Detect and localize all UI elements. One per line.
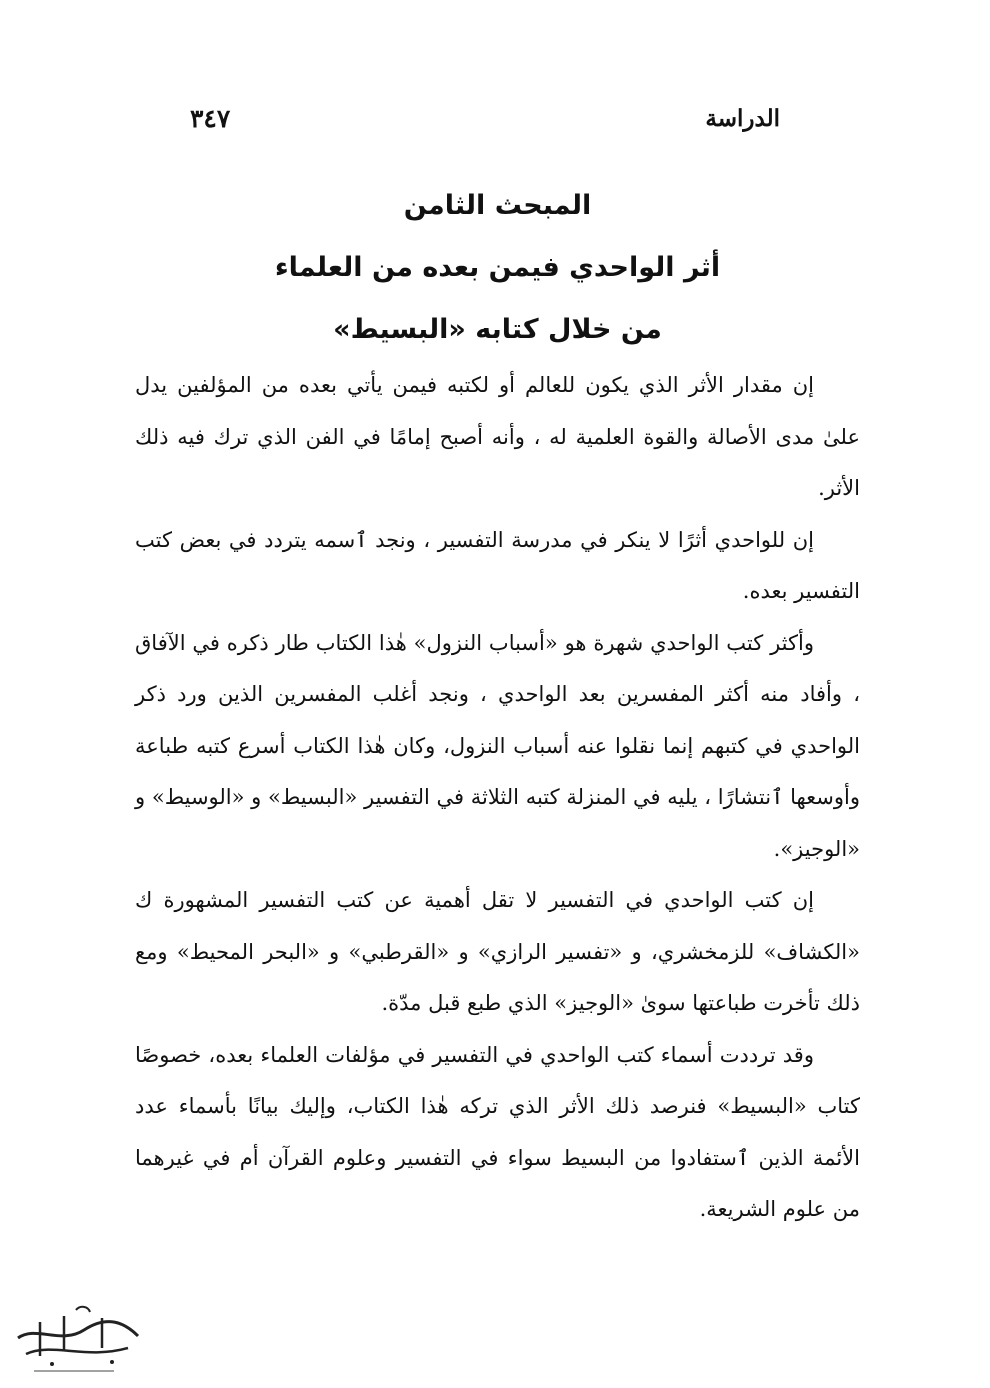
chapter-heading: المبحث الثامن <box>403 190 592 221</box>
paragraph: إن مقدار الأثر الذي يكون للعالم أو لكتبه فيمن يأتي بعده من المؤلفين يدل علىٰ مدى الأصالة والقوة العلمية له ، وأنه أصبح إمامًا في الفن الذي ترك فيه ذلك الأثر. <box>135 373 860 500</box>
paragraph: وأكثر كتب الواحدي شهرة هو «أسباب النزول» هٰذا الكتاب طار ذكره في الآفاق ، وأفاد منه أكثر المفسرين بعد الواحدي ، ونجد أغلب المفسرين الذين ورد ذكر الواحدي في كتبهم إنما نقلوا عنه أسباب النزول، وكان هٰذا الكتاب أسرع كتبه طباعة وأوسعها ٱنتشارًا ، يليه في المنزلة كتبه الثلاثة في التفسير «البسيط» و «الوسيط» و «الوجيز». <box>135 630 860 861</box>
page-number: ٣٤٧ <box>190 103 231 133</box>
chapter-headings <box>135 175 860 361</box>
chapter-subtitle: من خلال كتابه «البسيط» <box>333 314 662 345</box>
body-text <box>135 360 860 1236</box>
running-header-section: الدراسة <box>705 104 780 132</box>
calligraphy-watermark-logo <box>6 1300 146 1380</box>
paragraph: وقد ترددت أسماء كتب الواحدي في التفسير في مؤلفات العلماء بعده، خصوصًا كتاب «البسيط» فنرصد ذلك الأثر الذي تركه هٰذا الكتاب، وإليك بيانًا بأسماء عدد الأئمة الذين ٱستفادوا من البسيط سواء في التفسير وعلوم القرآن أم في غيرهما من علوم الشريعة. <box>135 1042 860 1221</box>
paragraph: إن للواحدي أثرًا لا ينكر في مدرسة التفسير ، ونجد ٱسمه يتردد في بعض كتب التفسير بعده. <box>135 527 860 603</box>
page-header <box>190 98 780 138</box>
paragraph: إن كتب الواحدي في التفسير لا تقل أهمية عن كتب التفسير المشهورة ك «الكشاف» للزمخشري، و «تفسير الرازي» و «القرطبي» و «البحر المحيط» ومع ذلك تأخرت طباعتها سوىٰ «الوجيز» الذي طبع قبل مدّة. <box>135 888 860 1015</box>
chapter-title: أثر الواحدي فيمن بعده من العلماء <box>274 252 721 283</box>
